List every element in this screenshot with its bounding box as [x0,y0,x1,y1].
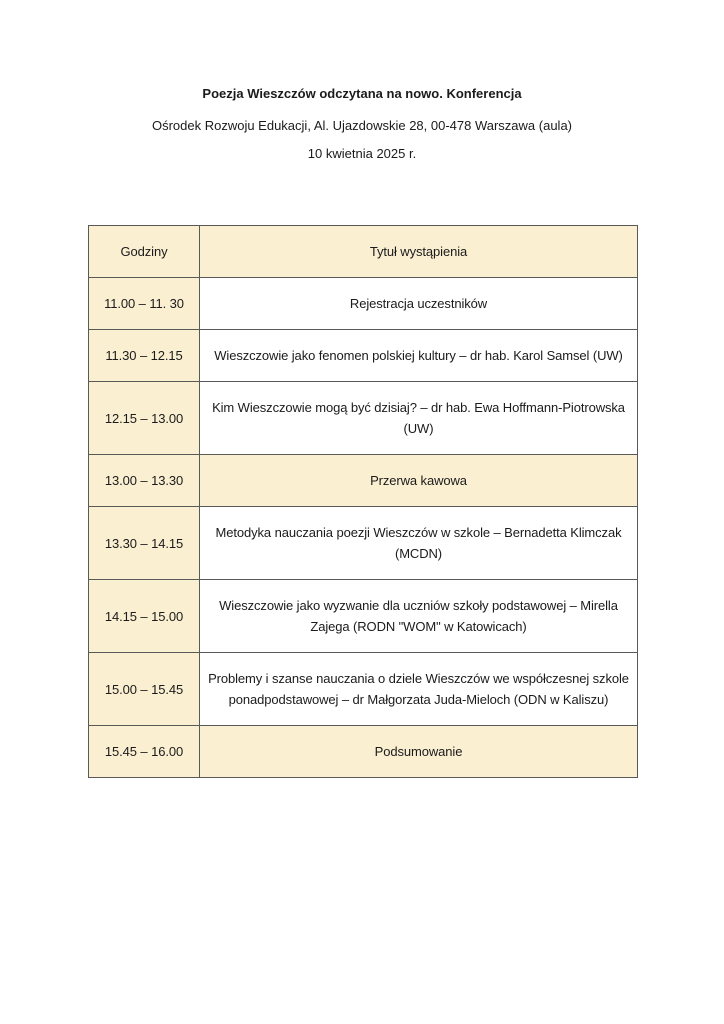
table-row [89,726,638,778]
time-cell: 14.15 – 15.00 [89,580,200,653]
table-header-row [89,226,638,278]
conference-title: Poezja Wieszczów odczytana na nowo. Konferencja [202,86,522,101]
time-cell: 11.00 – 11. 30 [89,278,200,330]
table-row [89,330,638,382]
title-cell: Metodyka nauczania poezji Wieszczów w szkole – Bernadetta Klimczak (MCDN) [200,507,638,580]
table-row [89,653,638,726]
schedule-table [88,225,638,778]
title-cell: Wieszczowie jako wyzwanie dla uczniów szkoły podstawowej – Mirella Zajega (RODN "WOM" w Katowicach) [200,580,638,653]
title-cell: Podsumowanie [200,726,638,778]
time-cell: 15.00 – 15.45 [89,653,200,726]
title-cell: Przerwa kawowa [200,455,638,507]
time-cell: 15.45 – 16.00 [89,726,200,778]
conference-date: 10 kwietnia 2025 r. [307,146,417,161]
title-cell: Kim Wieszczowie mogą być dzisiaj? – dr hab. Ewa Hoffmann-Piotrowska (UW) [200,382,638,455]
table-row [89,507,638,580]
title-cell: Rejestracja uczestników [200,278,638,330]
title-cell: Problemy i szanse nauczania o dziele Wieszczów we współczesnej szkole ponadpodstawowej – dr Małgorzata Juda-Mieloch (ODN w Kaliszu) [200,653,638,726]
title-cell: Wieszczowie jako fenomen polskiej kultury – dr hab. Karol Samsel (UW) [200,330,638,382]
time-cell: 13.00 – 13.30 [89,455,200,507]
column-header-time: Godziny [89,226,200,278]
time-cell: 11.30 – 12.15 [89,330,200,382]
table-row [89,455,638,507]
column-header-title: Tytuł wystąpienia [200,226,638,278]
venue-address: Ośrodek Rozwoju Edukacji, Al. Ujazdowskie 28, 00-478 Warszawa (aula) [151,118,573,133]
document-header [0,86,724,162]
table-row [89,382,638,455]
time-cell: 12.15 – 13.00 [89,382,200,455]
time-cell: 13.30 – 14.15 [89,507,200,580]
table-row [89,278,638,330]
schedule-table-body [89,278,638,778]
table-row [89,580,638,653]
